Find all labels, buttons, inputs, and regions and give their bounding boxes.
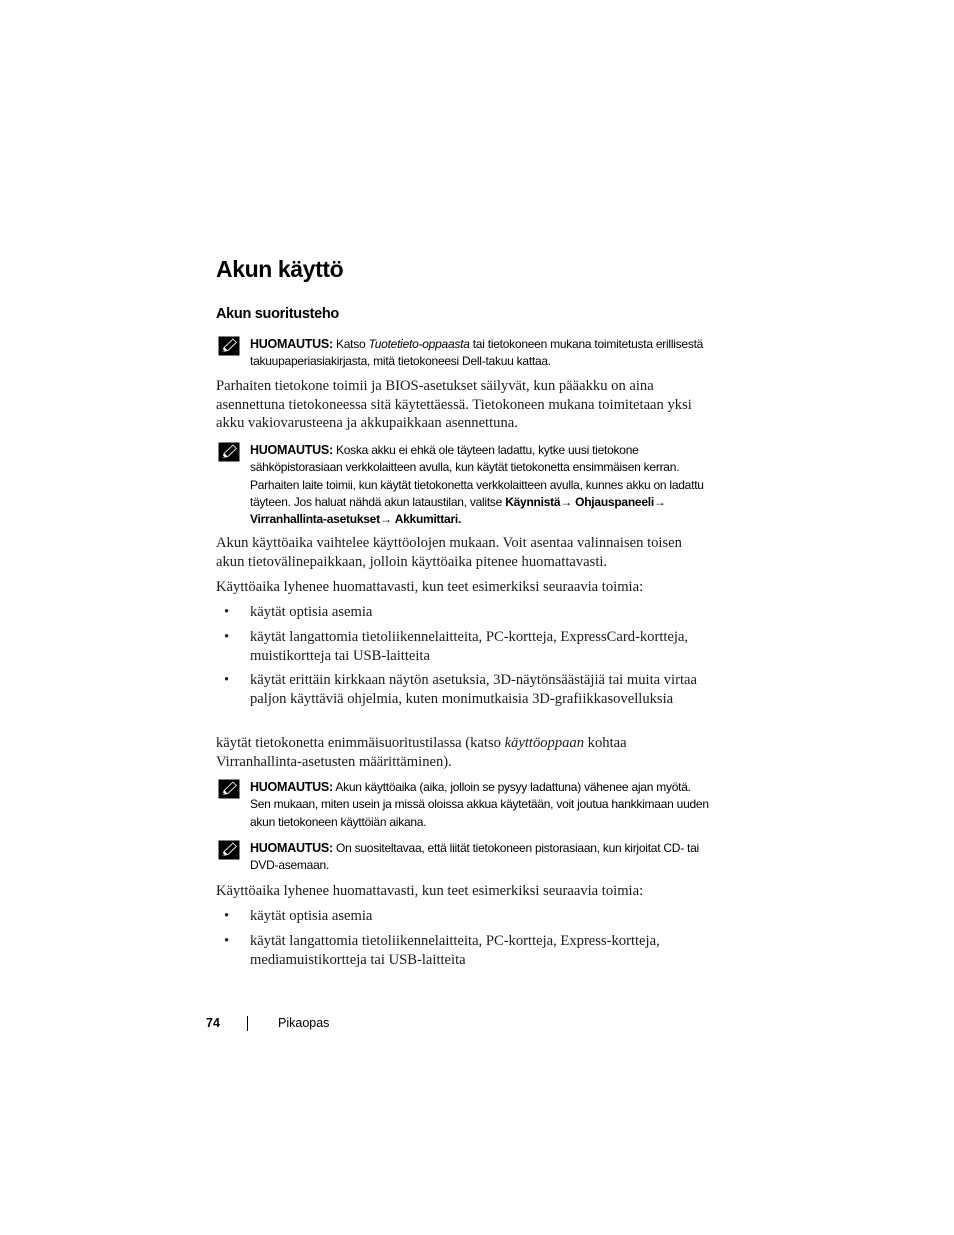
note-label: HUOMAUTUS: <box>250 841 333 855</box>
note-block <box>216 442 712 528</box>
list-item <box>216 628 712 665</box>
note-pencil-icon <box>218 442 240 462</box>
menu-path-power: Virranhallinta-asetukset <box>250 512 380 527</box>
note-label: HUOMAUTUS: <box>250 780 333 794</box>
list-item-text: käytät optisia asemia <box>250 908 373 924</box>
note-text: Akun käyttöaika (aika, jolloin se pysyy ladattuna) vähenee ajan myötä. Sen mukaan, miten usein ja missä oloissa akkua käytetään, voit joutua hankkimaan uuden akun tietokoneen käyttöiän aikana. <box>250 780 709 829</box>
book-name: Pikaopas <box>278 1016 330 1030</box>
note-block <box>216 336 712 371</box>
menu-path-battery-meter: Akkumittari. <box>394 512 462 527</box>
bullet-mark: • <box>224 604 230 620</box>
bullet-mark: • <box>224 629 230 645</box>
note-label: HUOMAUTUS: <box>250 443 333 457</box>
menu-path-control-panel: Ohjauspaneeli <box>575 494 654 509</box>
paragraph-text: käytät tietokonetta enimmäisuoritustilassa (katso <box>216 735 505 751</box>
section-heading: Akun suoritusteho <box>216 306 339 322</box>
menu-arrow: → <box>379 512 392 527</box>
menu-arrow: → <box>560 494 573 509</box>
list-item-text: käytät langattomia tietoliikennelaitteita, PC-kortteja, Express-kortteja, mediamuistikortteja tai USB-laitteita <box>250 933 660 968</box>
note-label: HUOMAUTUS: <box>250 337 333 351</box>
note-italic: Tuotetieto-oppaasta <box>368 337 470 351</box>
bullet-mark: • <box>224 908 230 924</box>
note-text: On suositeltavaa, että liität tietokoneen pistorasiaan, kun kirjoitat CD- tai DVD-asemaan. <box>250 841 699 873</box>
note-block <box>216 840 712 875</box>
body-paragraph: Käyttöaika lyhenee huomattavasti, kun teet esimerkiksi seuraavia toimia: <box>216 579 644 595</box>
note-pencil-icon <box>218 779 240 799</box>
list-item <box>216 932 712 969</box>
bullet-mark: • <box>224 933 230 949</box>
menu-arrow: → <box>653 494 666 509</box>
list-item <box>216 603 712 622</box>
menu-path-start: Käynnistä <box>505 494 561 509</box>
body-paragraph <box>216 734 712 771</box>
note-text: Koska akku ei ehkä ole täyteen ladattu, kytke uusi tietokone sähköpistorasiaan verkkolaitteen avulla, kun käytät tietokonetta ensimmäisen kerran. Parhaiten laite toimii, kun käytät tietokonetta verkkolaitteen avulla, kunnes akku on ladattu täyteen. Jos haluat nähdä akun lataustilan, valitse <box>250 443 704 509</box>
note-pencil-icon <box>218 336 240 356</box>
page-title: Akun käyttö <box>216 256 344 282</box>
page-number: 74 <box>206 1016 220 1030</box>
note-block <box>216 779 712 831</box>
note-pencil-icon <box>218 840 240 860</box>
paragraph-text: kohtaa Virranhallinta-asetusten määrittäminen). <box>216 735 627 770</box>
list-item-text: käytät optisia asemia <box>250 604 373 620</box>
bullet-mark: • <box>224 672 230 688</box>
list-item-text: käytät erittäin kirkkaan näytön asetuksia, 3D-näytönsäästäjiä tai muita virtaa paljon käyttäviä ohjelmia, kuten monimutkaisia 3D-grafiikkasovelluksia <box>250 672 697 707</box>
body-paragraph: Parhaiten tietokone toimii ja BIOS-asetukset säilyvät, kun pääakku on aina asennettuna tietokoneessa sitä käytettäessä. Tietokoneen mukana toimitetaan yksi akku vakiovarusteena ja akkupaikkaan asennettuna. <box>216 378 692 432</box>
list-item <box>216 907 712 926</box>
note-text: tai tietokoneen mukana toimitetusta erillisestä takuupaperiasiakirjasta, mitä tietokoneesi Dell-takuu kattaa. <box>250 337 704 369</box>
note-text: Katso <box>332 337 369 351</box>
footer-divider <box>247 1016 248 1031</box>
body-paragraph: Käyttöaika lyhenee huomattavasti, kun teet esimerkiksi seuraavia toimia: <box>216 883 644 899</box>
paragraph-italic: käyttöoppaan <box>504 735 585 751</box>
list-item <box>216 671 712 708</box>
list-item-text: käytät langattomia tietoliikennelaitteita, PC-kortteja, ExpressCard-kortteja, muistikortteja tai USB-laitteita <box>250 629 689 664</box>
body-paragraph: Akun käyttöaika vaihtelee käyttöolojen mukaan. Voit asentaa valinnaisen toisen akun tietovälinepaikkaan, jolloin käyttöaika pitenee huomattavasti. <box>216 535 682 570</box>
